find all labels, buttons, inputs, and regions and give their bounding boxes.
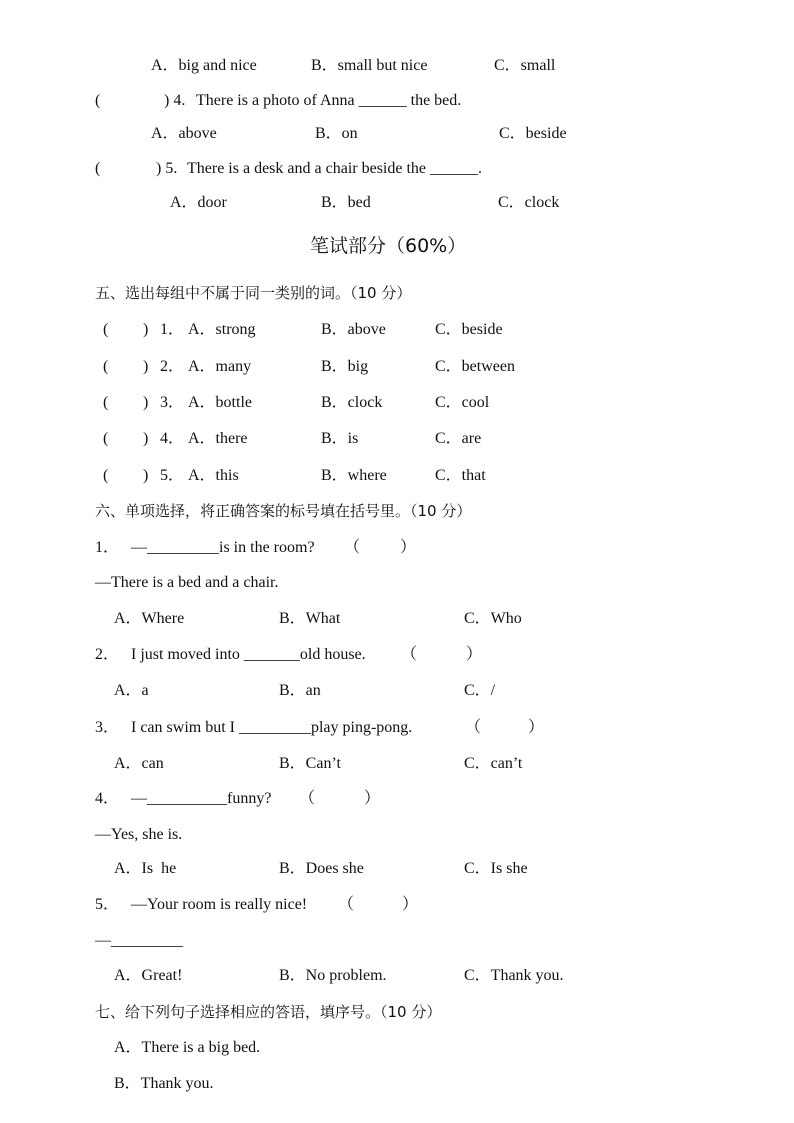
section-7-heading: 七、给下列句子选择相应的答语，填序号。（10 分） — [95, 1003, 442, 1021]
question-row — [0, 158, 483, 180]
answer-paren-open: ( — [103, 430, 109, 447]
answer-paren-close: ) — [143, 358, 149, 375]
option-c: C．that — [435, 467, 486, 484]
dialogue-reply: —_________ — [95, 932, 183, 949]
question-text: I can swim but I _________play ping-pong. — [131, 719, 413, 736]
written-part-title: 笔试部分（60%） — [310, 235, 467, 257]
answer-paren-close: ） — [400, 539, 417, 556]
option-a: A．a — [114, 682, 149, 699]
option-a: A．Where — [114, 610, 185, 627]
question-number: 5． — [95, 896, 120, 913]
question-number: 3． — [95, 719, 120, 736]
section-6-heading: 六、单项选择，将正确答案的标号填在括号里。（10 分） — [95, 502, 472, 520]
option-b: B．on — [315, 125, 358, 142]
answer-paren-close: ) — [143, 394, 149, 411]
option-b: B．above — [321, 321, 386, 338]
option-c: C．between — [435, 358, 515, 375]
answer-paren-close: ） — [402, 896, 419, 913]
option-c: C．/ — [464, 682, 496, 699]
word-group-row — [0, 428, 482, 450]
option-a: A．above — [151, 125, 217, 142]
option-c: C．beside — [435, 321, 503, 338]
question-row — [0, 894, 419, 916]
answer-paren-close: ) — [143, 467, 149, 484]
question-number: 4． — [95, 790, 120, 807]
question-number: ) 5. — [156, 160, 178, 177]
options-row — [0, 965, 564, 987]
option-a: A．many — [188, 358, 252, 375]
options-row — [0, 680, 496, 702]
question-number: ) 4. — [164, 92, 186, 109]
question-number: 2． — [95, 646, 120, 663]
option-c: C．Who — [464, 610, 522, 627]
word-group-row — [0, 465, 486, 487]
option-b: B．bed — [321, 194, 371, 211]
answer-paren-close: ） — [364, 790, 381, 807]
answer-paren-open: ( — [103, 321, 109, 338]
option-b: B．where — [321, 467, 387, 484]
option-c: C．can’t — [464, 755, 523, 772]
answer-paren-close: ） — [466, 646, 483, 663]
answer-paren-open: （ — [401, 646, 418, 663]
option-c: C．clock — [498, 194, 560, 211]
word-group-row — [0, 356, 515, 378]
question-row — [0, 537, 417, 559]
answer-paren-open: （ — [465, 719, 482, 736]
option-c: C．Is she — [464, 860, 528, 877]
option-b: B．big — [321, 358, 369, 375]
question-text: —Your room is really nice! — [131, 896, 308, 913]
answer-paren-close: ) — [143, 321, 149, 338]
question-text: There is a desk and a chair beside the ______. — [187, 160, 483, 177]
option-a: A．strong — [188, 321, 256, 338]
option-a: A．Is he — [114, 860, 177, 877]
option-b: B．Can’t — [279, 755, 341, 772]
options-row — [0, 858, 528, 880]
option-a: A．door — [170, 194, 227, 211]
option-b: B．Does she — [279, 860, 364, 877]
dialogue-reply: —There is a bed and a chair. — [95, 574, 279, 591]
answer-paren-close: ) — [143, 430, 149, 447]
question-row — [0, 90, 462, 112]
question-row — [0, 788, 381, 810]
option-c: C．cool — [435, 394, 490, 411]
option-a: A．big and nice — [151, 57, 257, 74]
option-b: B．small but nice — [311, 57, 428, 74]
answer-paren-open: ( — [103, 467, 109, 484]
answer-paren-open: ( — [95, 92, 101, 109]
answer-paren-close: ） — [528, 719, 545, 736]
item-number: 3． — [160, 394, 185, 411]
option-c: C．are — [435, 430, 482, 447]
item-number: 4． — [160, 430, 185, 447]
option-b: B．an — [279, 682, 321, 699]
answer-item: A．There is a big bed. — [114, 1039, 261, 1056]
prev-question-options — [0, 55, 556, 77]
answer-paren-open: （ — [338, 896, 355, 913]
option-a: A．there — [188, 430, 248, 447]
answer-paren-open: （ — [344, 539, 361, 556]
question-text: I just moved into _______old house. — [131, 646, 366, 663]
option-a: A．this — [188, 467, 239, 484]
options-row — [0, 753, 523, 775]
option-c: C．small — [494, 57, 556, 74]
answer-item: B．Thank you. — [114, 1075, 214, 1092]
item-number: 2． — [160, 358, 185, 375]
item-number: 5． — [160, 467, 185, 484]
question-text: There is a photo of Anna ______ the bed. — [196, 92, 462, 109]
option-b: B．is — [321, 430, 359, 447]
question-number: 1． — [95, 539, 120, 556]
options-row — [0, 192, 560, 214]
option-a: A．bottle — [188, 394, 252, 411]
option-a: A．can — [114, 755, 164, 772]
question-row — [0, 644, 483, 666]
answer-paren-open: ( — [103, 358, 109, 375]
option-b: B．What — [279, 610, 341, 627]
word-group-row — [0, 392, 490, 414]
question-text: —__________funny? — [131, 790, 272, 807]
answer-paren-open: ( — [95, 160, 101, 177]
option-b: B．No problem. — [279, 967, 387, 984]
option-c: C．beside — [499, 125, 567, 142]
options-row — [0, 608, 522, 630]
option-a: A．Great! — [114, 967, 183, 984]
options-row — [0, 123, 567, 145]
word-group-row — [0, 319, 503, 341]
section-5-heading: 五、选出每组中不属于同一类别的词。（10 分） — [95, 284, 412, 302]
dialogue-reply: —Yes, she is. — [95, 826, 183, 843]
option-b: B．clock — [321, 394, 383, 411]
question-row — [0, 717, 545, 739]
item-number: 1． — [160, 321, 185, 338]
answer-paren-open: ( — [103, 394, 109, 411]
question-text: —_________is in the room? — [131, 539, 315, 556]
answer-paren-open: （ — [299, 790, 316, 807]
option-c: C．Thank you. — [464, 967, 564, 984]
